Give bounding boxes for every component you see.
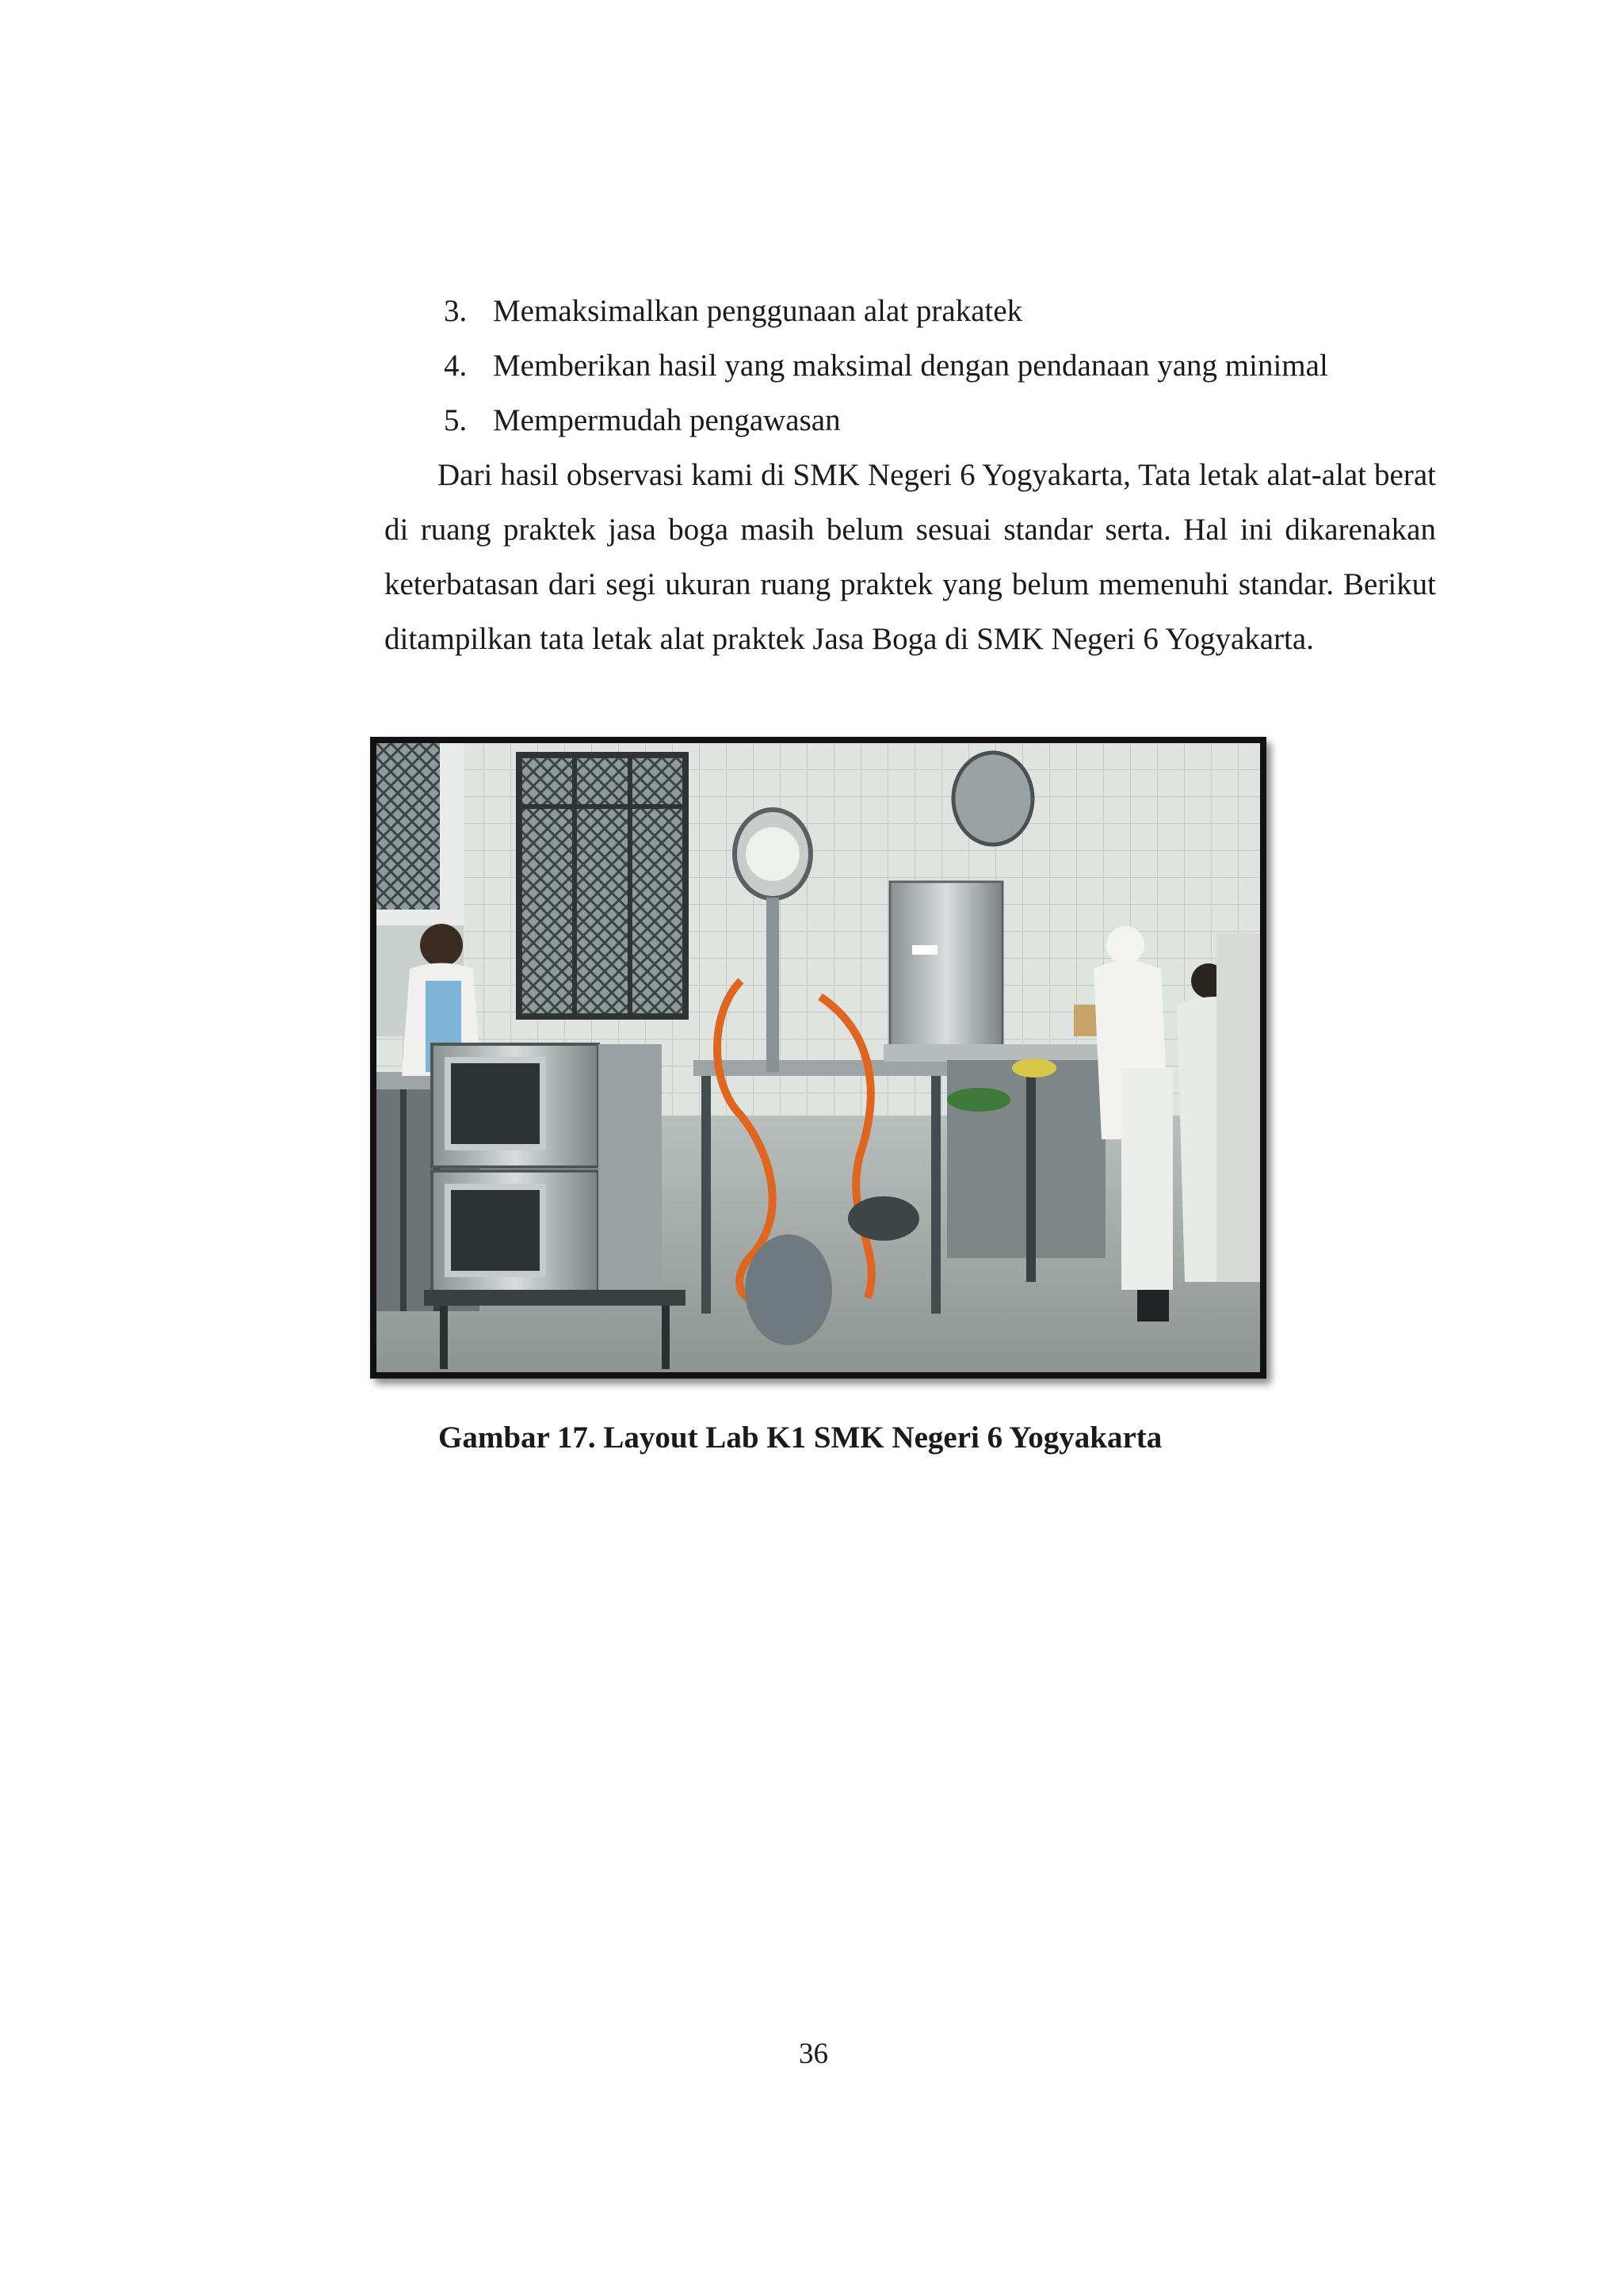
list-item (444, 393, 1434, 448)
page-number: 36 (799, 2038, 828, 2070)
numbered-list (444, 284, 1434, 448)
figure-caption: Gambar 17. Layout Lab K1 SMK Negeri 6 Yogyakarta (438, 1421, 1163, 1455)
kitchen-lab-photo (370, 737, 1266, 1379)
list-number: 3. (444, 294, 468, 328)
list-number: 4. (444, 349, 468, 383)
kitchen-lab-illustration (376, 743, 1260, 1372)
list-number: 5. (444, 403, 468, 437)
list-text: Mempermudah pengawasan (493, 403, 841, 437)
body-paragraph: Dari hasil observasi kami di SMK Negeri 6 Yogyakarta, Tata letak alat-alat berat di ruang praktek jasa boga masih belum sesuai standar serta. Hal ini dikarenakan keterbatasan dari segi ukuran ruang praktek yang belum memenuhi standar. Berikut ditampilkan tata letak alat praktek Jasa Boga di SMK Negeri 6 Yogyakarta. (384, 458, 1436, 656)
list-item (444, 284, 1434, 338)
list-text: Memberikan hasil yang maksimal dengan pendanaan yang minimal (493, 349, 1328, 383)
list-item (444, 338, 1434, 393)
list-text: Memaksimalkan penggunaan alat prakatek (493, 294, 1023, 328)
